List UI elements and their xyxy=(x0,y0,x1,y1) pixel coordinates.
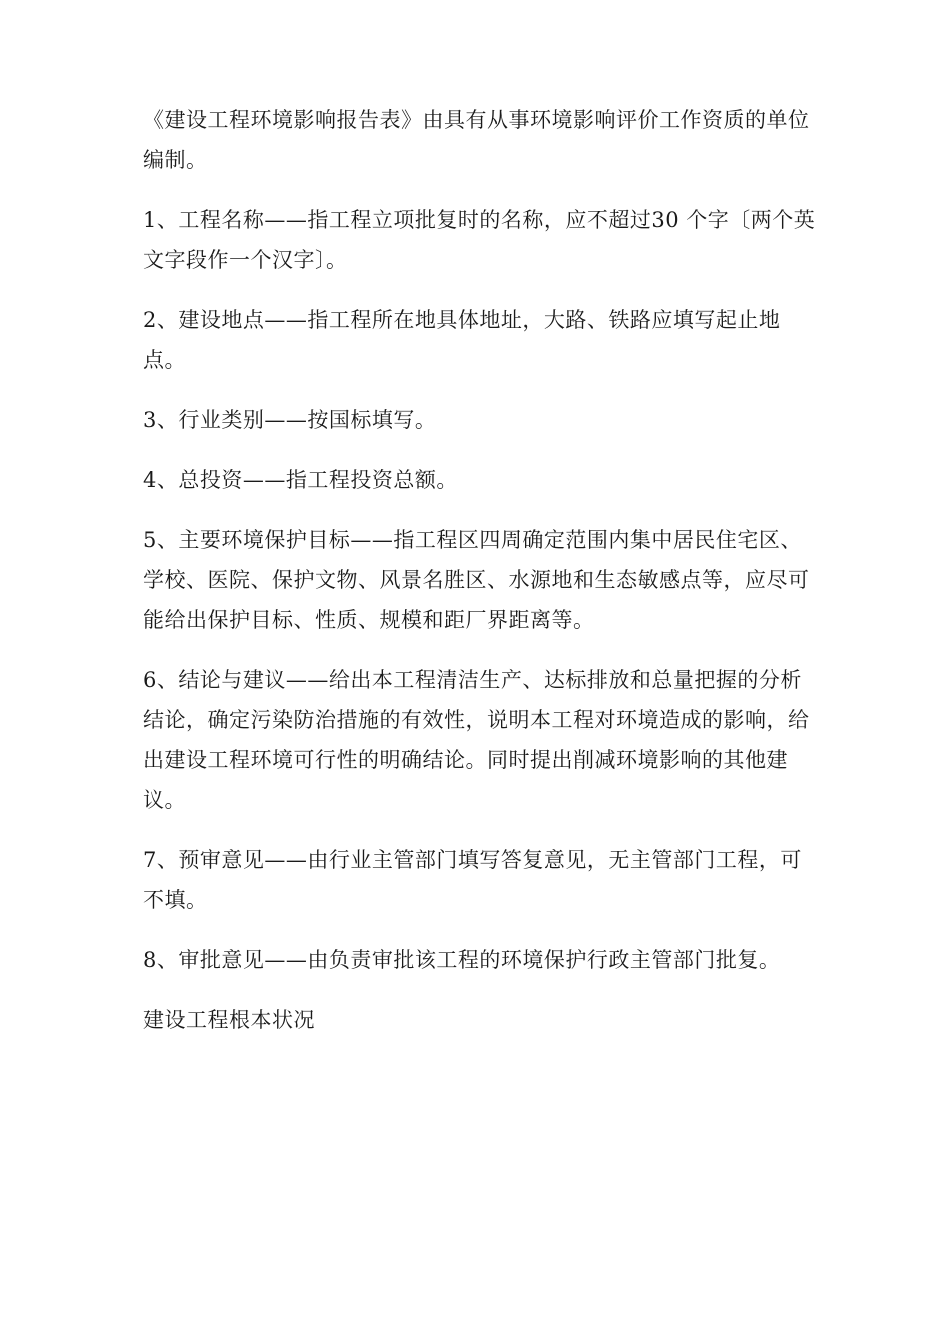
item-protection-targets: 5、主要环境保护目标——指工程区四周确定范围内集中居民住宅区、学校、医院、保护文物、风景名胜区、水源地和生态敏感点等，应尽可能给出保护目标、性质、规模和距厂界距离等。 xyxy=(143,528,810,632)
item-conclusions: 6、结论与建议——给出本工程清洁生产、达标排放和总量把握的分析结论，确定污染防治措施的有效性，说明本工程对环境造成的影响，给出建设工程环境可行性的明确结论。同时提出削减环境影响的其他建议。 xyxy=(143,668,810,812)
intro-paragraph: 《建设工程环境影响报告表》由具有从事环境影响评价工作资质的单位编制。 xyxy=(143,108,810,172)
item-total-investment: 4、总投资——指工程投资总额。 xyxy=(143,468,458,492)
section-heading: 建设工程根本状况 xyxy=(143,1008,315,1032)
item-preliminary-review: 7、预审意见——由行业主管部门填写答复意见，无主管部门工程，可不填。 xyxy=(143,848,802,912)
document-body xyxy=(143,100,823,1040)
item-approval-opinion: 8、审批意见——由负责审批该工程的环境保护行政主管部门批复。 xyxy=(143,948,781,972)
item-construction-site: 2、建设地点——指工程所在地具体地址，大路、铁路应填写起止地点。 xyxy=(143,308,781,372)
item-industry-category: 3、行业类别——按国标填写。 xyxy=(143,408,437,432)
item-project-name: 1、工程名称——指工程立项批复时的名称，应不超过30 个字〔两个英文字段作一个汉字〕。 xyxy=(143,208,816,272)
